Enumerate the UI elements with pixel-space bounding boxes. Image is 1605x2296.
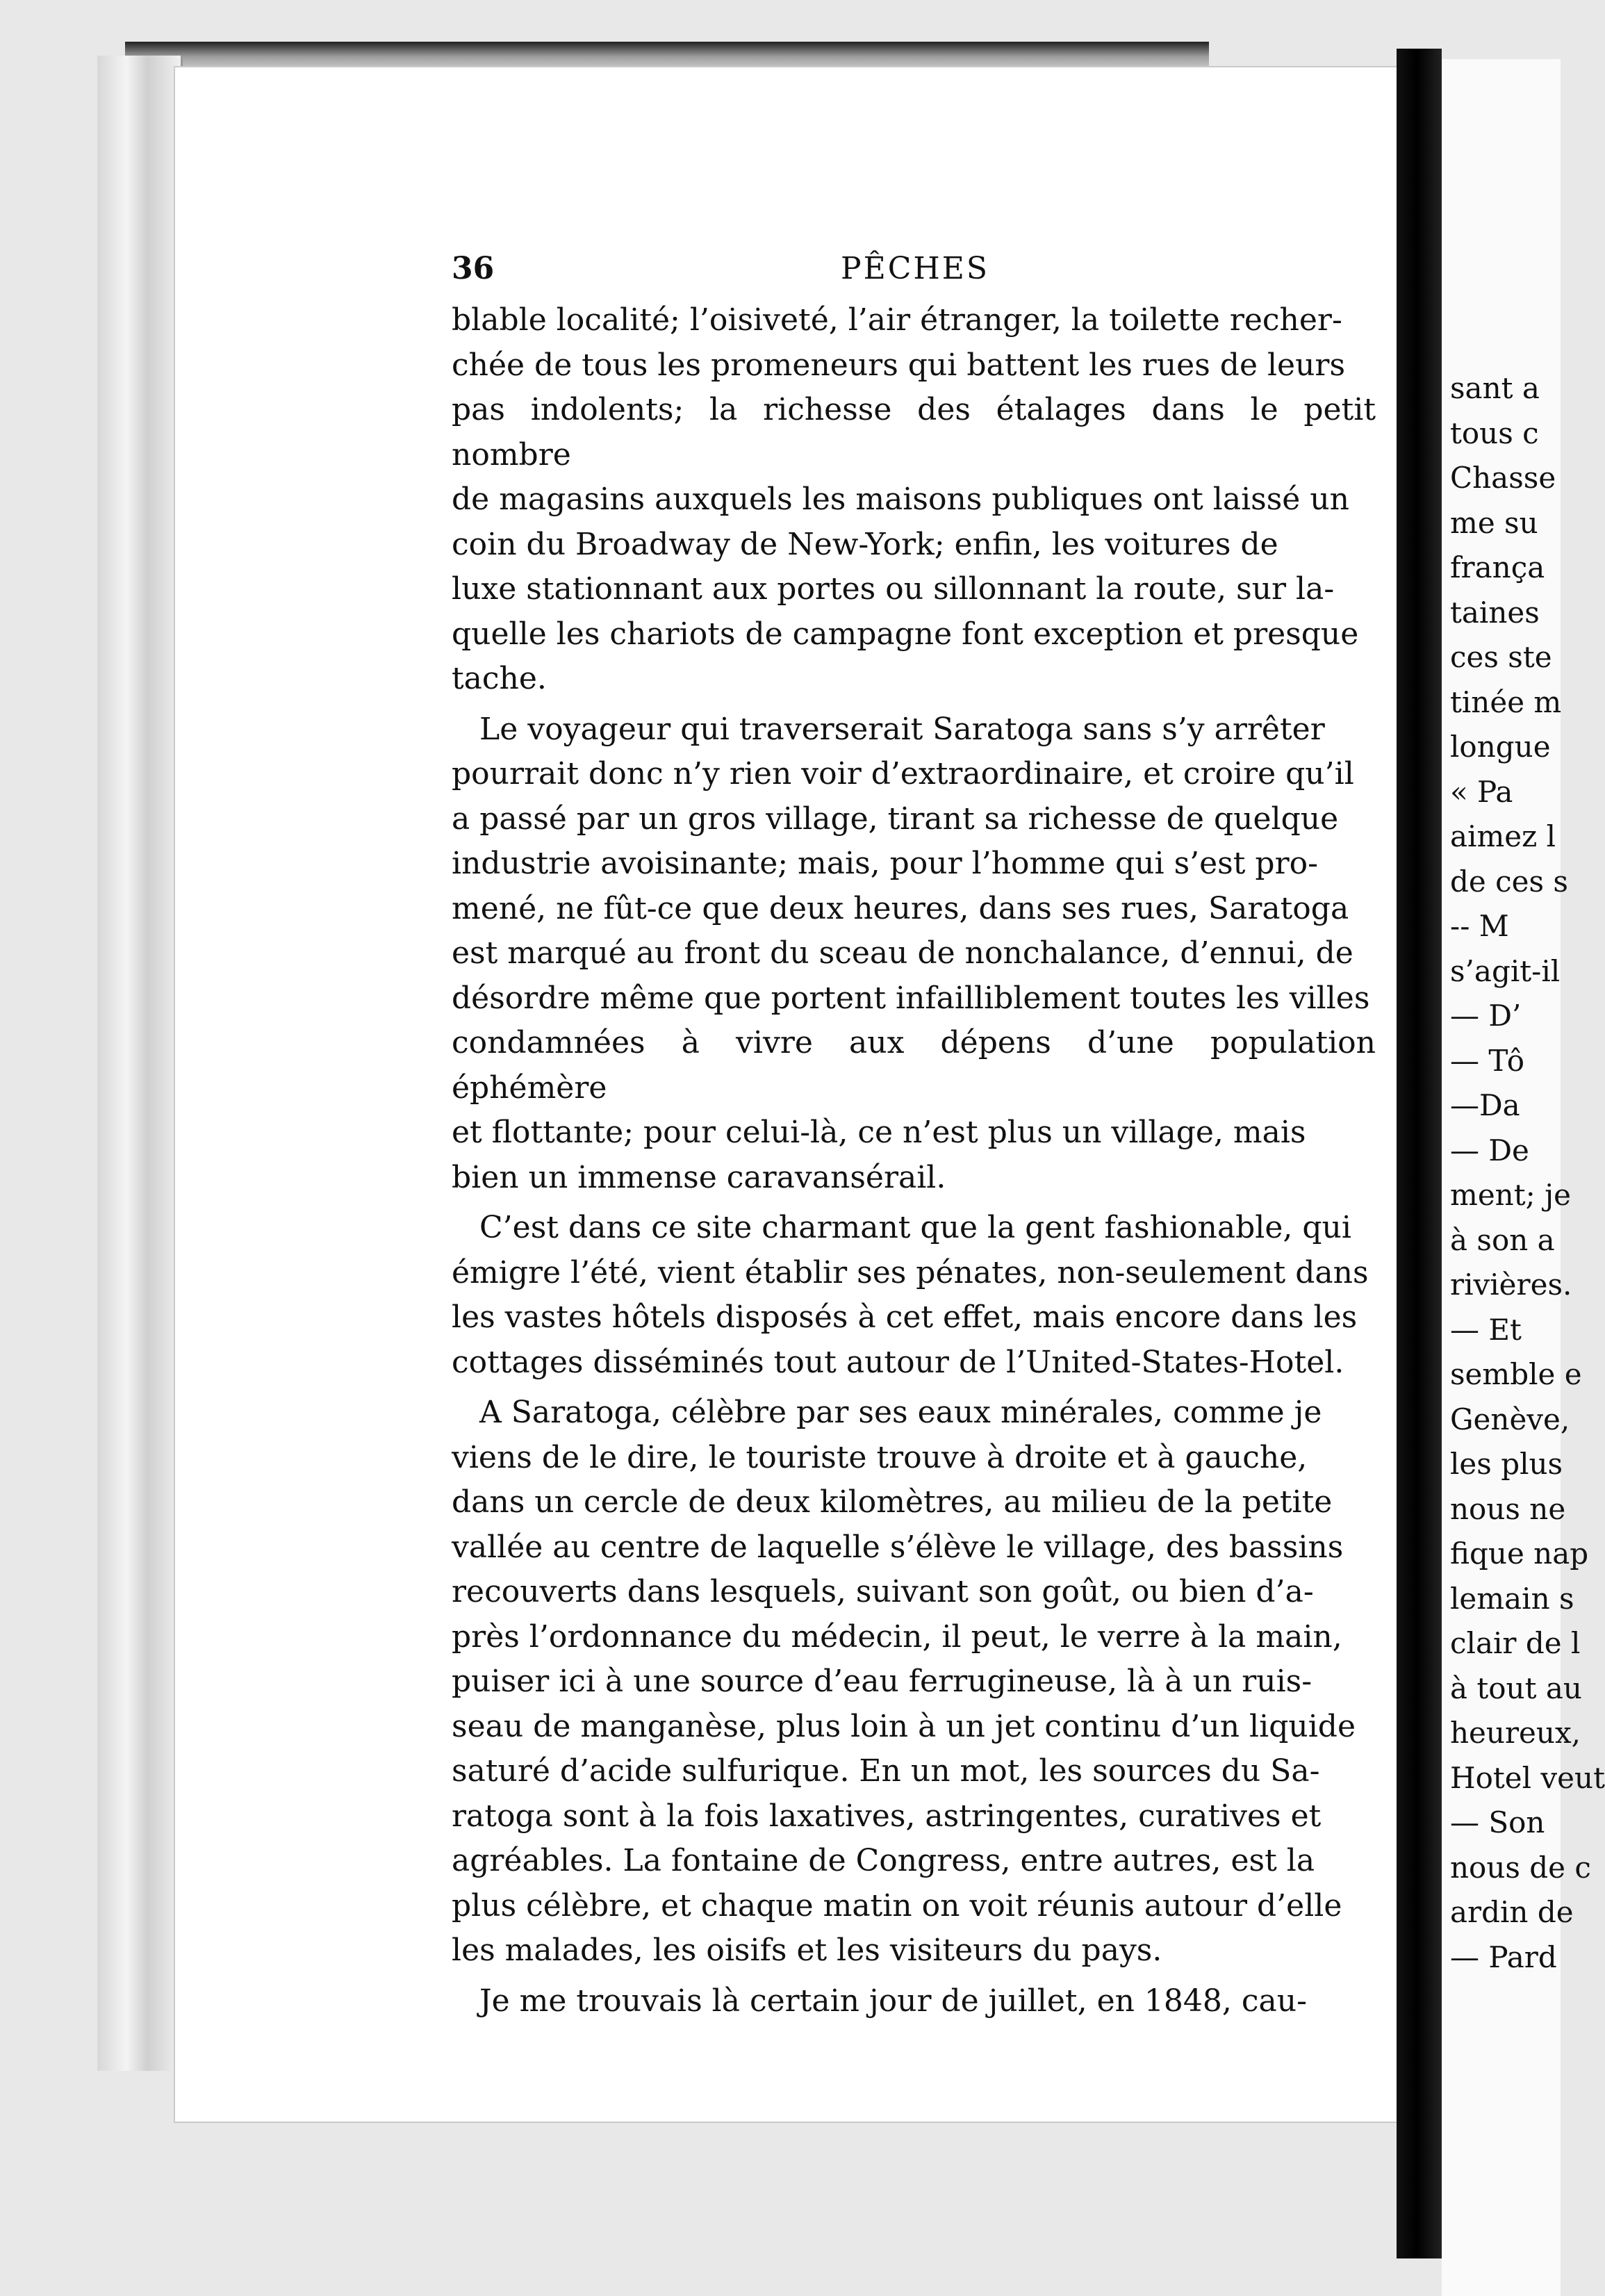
text-line: A Saratoga, célèbre par ses eaux minérales, comme je	[479, 1395, 1322, 1430]
right-page-line: ces ste	[1450, 640, 1552, 674]
paragraph-spacer	[452, 1385, 1376, 1391]
paragraph-spacer	[452, 1200, 1376, 1206]
right-page-line: semble e	[1450, 1357, 1582, 1391]
text-line: condamnées à vivre aux dépens d’une population éphémère	[452, 1025, 1376, 1106]
page-content	[452, 248, 1376, 2024]
paragraph-4	[452, 1391, 1376, 1974]
right-page-line: taines	[1450, 595, 1540, 630]
text-line: coin du Broadway de New-York; enfin, les voitures de	[452, 526, 1278, 562]
right-page-line: les plus	[1450, 1447, 1563, 1481]
right-page-line: rivières.	[1450, 1268, 1572, 1302]
right-page-line: Hotel veut	[1450, 1760, 1605, 1795]
text-line: et flottante; pour celui-là, ce n’est plus un village, mais	[452, 1115, 1306, 1150]
right-page-line: tinée m	[1450, 684, 1562, 719]
right-page-line: frança	[1450, 550, 1545, 584]
text-line: blable localité; l’oisiveté, l’air étranger, la toilette recher-	[452, 302, 1342, 338]
paragraph-5	[452, 1979, 1376, 2024]
body-text	[452, 298, 1376, 2024]
text-line: seau de manganèse, plus loin à un jet continu d’un liquide	[452, 1708, 1356, 1744]
text-line: luxe stationnant aux portes ou sillonnant la route, sur la-	[452, 571, 1335, 607]
text-line: les vastes hôtels disposés à cet effet, mais encore dans les	[452, 1299, 1358, 1335]
right-page-text	[1450, 366, 1605, 1980]
right-page-line: clair de l	[1450, 1626, 1581, 1660]
right-page-line: — D’	[1450, 999, 1522, 1033]
text-line: saturé d’acide sulfurique. En un mot, les sources du Sa-	[452, 1753, 1320, 1789]
right-page-line: — Son	[1450, 1805, 1545, 1839]
text-line: dans un cercle de deux kilomètres, au milieu de la petite	[452, 1484, 1333, 1520]
text-line: mené, ne fût-ce que deux heures, dans ses rues, Saratoga	[452, 890, 1349, 926]
right-page-line: de ces s	[1450, 864, 1568, 899]
right-page-line: fique nap	[1450, 1536, 1589, 1571]
right-page-line: tous c	[1450, 416, 1539, 450]
right-page-line: -- M	[1450, 909, 1509, 943]
paragraph-1	[452, 298, 1376, 702]
text-line: puiser ici à une source d’eau ferrugineuse, là à un ruis-	[452, 1664, 1312, 1699]
right-page-line: s’agit-il	[1450, 953, 1561, 988]
text-line: tache.	[452, 661, 547, 696]
right-page-line: heureux,	[1450, 1716, 1581, 1750]
paragraph-3	[452, 1206, 1376, 1385]
text-line: viens de le dire, le touriste trouve à droite et à gauche,	[452, 1439, 1308, 1475]
book-page-stack	[97, 56, 183, 2071]
text-line: pas indolents; la richesse des étalages dans le petit nombre	[452, 392, 1376, 473]
right-page-line: — De	[1450, 1133, 1529, 1167]
right-page-line: lemain s	[1450, 1581, 1574, 1616]
right-page-line: longue	[1450, 730, 1551, 764]
right-page-line: aimez l	[1450, 819, 1556, 853]
text-line: a passé par un gros village, tirant sa richesse de quelque	[452, 801, 1339, 837]
running-head	[452, 248, 1376, 290]
text-line: près l’ordonnance du médecin, il peut, le verre à la main,	[452, 1618, 1342, 1655]
right-page-line: nous ne	[1450, 1491, 1566, 1526]
right-page-line: Chasse	[1450, 461, 1556, 495]
right-page-line: —Da	[1450, 1088, 1520, 1122]
text-line: agréables. La fontaine de Congress, entre autres, est la	[452, 1843, 1315, 1878]
text-line: industrie avoisinante; mais, pour l’homme qui s’est pro-	[452, 846, 1318, 881]
right-page-line: à tout au	[1450, 1671, 1582, 1705]
text-line: ratoga sont à la fois laxatives, astringentes, curatives et	[452, 1798, 1322, 1834]
text-line: quelle les chariots de campagne font exception et presque	[452, 616, 1359, 652]
page-title: PÊCHES	[841, 251, 990, 286]
right-page-edge	[1442, 59, 1605, 2296]
right-page-line: à son a	[1450, 1222, 1555, 1257]
text-line: bien un immense caravansérail.	[452, 1159, 946, 1195]
right-page-line: ment; je	[1450, 1178, 1571, 1212]
text-line: émigre l’été, vient établir ses pénates, non-seulement dans	[452, 1254, 1369, 1290]
text-line: les malades, les oisifs et les visiteurs du pays.	[452, 1933, 1162, 1968]
text-line: Le voyageur qui traverserait Saratoga sans s’y arrêter	[479, 711, 1325, 747]
paragraph-spacer	[452, 702, 1376, 707]
text-line: vallée au centre de laquelle s’élève le village, des bassins	[452, 1529, 1344, 1565]
right-page-line: — Tô	[1450, 1043, 1525, 1078]
book-gutter	[1397, 49, 1442, 2258]
right-page-line: — Et	[1450, 1312, 1522, 1347]
text-line: de magasins auxquels les maisons publiques ont laissé un	[452, 482, 1350, 517]
paragraph-spacer	[452, 1974, 1376, 1979]
right-page-line: nous de c	[1450, 1850, 1591, 1885]
right-page-line: Genève,	[1450, 1402, 1570, 1436]
text-line: désordre même que portent infailliblement toutes les villes	[452, 980, 1370, 1016]
text-line: plus célèbre, et chaque matin on voit réunis autour d’elle	[452, 1887, 1342, 1924]
text-line: est marqué au front du sceau de nonchalance, d’ennui, de	[452, 935, 1353, 971]
text-line: cottages disséminés tout autour de l’United-States-Hotel.	[452, 1344, 1344, 1380]
text-line: C’est dans ce site charmant que la gent fashionable, qui	[479, 1210, 1351, 1245]
paragraph-2	[452, 707, 1376, 1201]
text-line: recouverts dans lesquels, suivant son goût, ou bien d’a-	[452, 1574, 1314, 1609]
text-line: Je me trouvais là certain jour de juillet, en 1848, cau-	[479, 1983, 1307, 2019]
right-page-line: me su	[1450, 505, 1538, 540]
text-line: pourrait donc n’y rien voir d’extraordinaire, et croire qu’il	[452, 756, 1354, 792]
right-page-line: sant a	[1450, 371, 1540, 405]
right-page-line: ardin de	[1450, 1895, 1574, 1929]
right-page-line: « Pa	[1450, 774, 1513, 809]
right-page-line: — Pard	[1450, 1940, 1557, 1974]
text-line: chée de tous les promeneurs qui battent les rues de leurs	[452, 347, 1346, 383]
page-number: 36	[452, 251, 495, 286]
